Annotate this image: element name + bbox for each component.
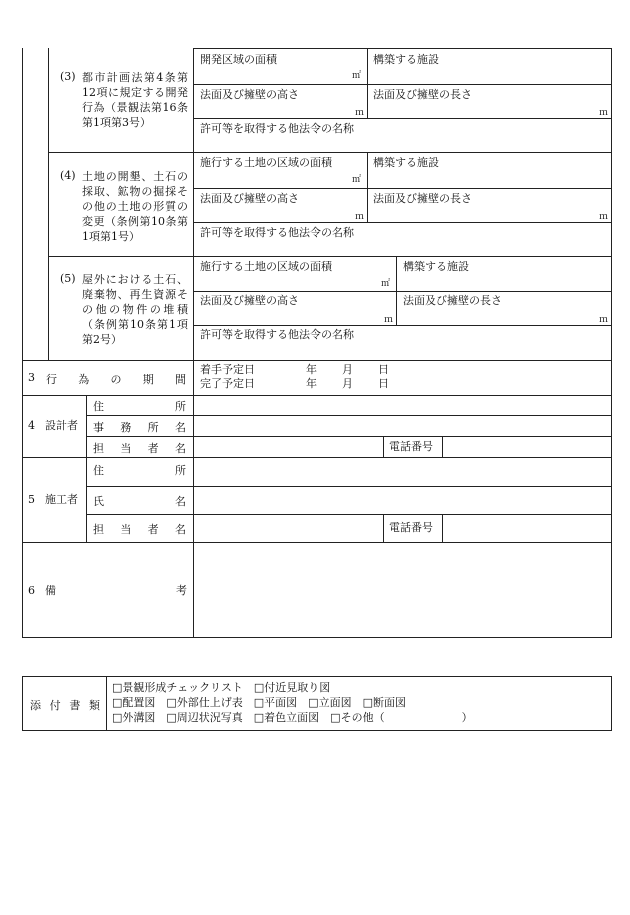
start-month: 月 xyxy=(342,363,353,376)
attachments-line-1: □景観形成チェックリスト □付近見取り図 xyxy=(112,681,331,694)
item-4-length-unit: ｍ xyxy=(599,212,609,222)
section-5-number: 5 xyxy=(28,493,35,506)
item-5-height-unit: ｍ xyxy=(384,315,394,325)
item-4-area-label: 施行する土地の区域の面積 xyxy=(200,156,332,169)
item-5-facility-label: 構築する施設 xyxy=(403,260,469,273)
end-date-label: 完了予定日 xyxy=(200,377,255,390)
item-5-area-unit: ㎡ xyxy=(381,279,391,289)
end-year: 年 xyxy=(306,377,317,390)
designer-address-label: 住 所 xyxy=(93,400,186,413)
item-3-area-label: 開発区域の面積 xyxy=(200,53,277,66)
section-3-number: 3 xyxy=(28,371,35,384)
designer-office-label: 事 務 所 名 xyxy=(93,421,186,434)
start-year: 年 xyxy=(306,363,317,376)
contractor-person-label: 担 当 者 名 xyxy=(93,523,186,536)
end-month: 月 xyxy=(342,377,353,390)
item-5-area-label: 施行する土地の区域の面積 xyxy=(200,260,332,273)
designer-phone-label: 電話番号 xyxy=(389,440,433,453)
item-4-number: (4) xyxy=(60,169,76,182)
item-3-number: (3) xyxy=(60,70,76,83)
item-3-length-label: 法面及び擁壁の長さ xyxy=(373,88,472,101)
item-3-height-unit: ｍ xyxy=(355,108,365,118)
contractor-phone-label: 電話番号 xyxy=(389,521,433,534)
end-day: 日 xyxy=(378,377,389,390)
section-4-label: 設計者 xyxy=(45,419,78,432)
item-4-text: 土地の開墾、土石の採取、鉱物の掘採その他の土地の形質の変更（条例第10条第1項第1号） xyxy=(82,170,188,243)
remarks-label-left: 備 xyxy=(45,584,56,597)
item-4-other-law-label: 許可等を取得する他法令の名称 xyxy=(200,226,354,239)
item-3-other-law-label: 許可等を取得する他法令の名称 xyxy=(200,122,354,135)
start-date-label: 着手予定日 xyxy=(200,363,255,376)
item-3-length-unit: ｍ xyxy=(599,108,609,118)
item-3-facility-label: 構築する施設 xyxy=(373,53,439,66)
item-4-height-unit: ｍ xyxy=(355,212,365,222)
item-3-text: 都市計画法第4条第12項に規定する開発行為（景観法第16条第1項第3号） xyxy=(82,71,188,129)
start-day: 日 xyxy=(378,363,389,376)
item-4-facility-label: 構築する施設 xyxy=(373,156,439,169)
section-3-label: 行 為 の 期 間 xyxy=(46,373,186,386)
item-3-height-label: 法面及び擁壁の高さ xyxy=(200,88,299,101)
attachments-line-2: □配置図 □外部仕上げ表 □平面図 □立面図 □断面図 xyxy=(112,696,406,709)
item-5-height-label: 法面及び擁壁の高さ xyxy=(200,294,299,307)
attachments-label: 添 付 書 類 xyxy=(30,699,100,712)
item-5-other-law-label: 許可等を取得する他法令の名称 xyxy=(200,328,354,341)
designer-person-label: 担 当 者 名 xyxy=(93,442,186,455)
item-4-height-label: 法面及び擁壁の高さ xyxy=(200,192,299,205)
item-5-length-unit: ｍ xyxy=(599,315,609,325)
remarks-label-right: 考 xyxy=(176,584,187,597)
item-5-number: (5) xyxy=(60,272,76,285)
section-5-label: 施工者 xyxy=(45,493,78,506)
item-4-area-unit: ㎡ xyxy=(352,175,362,185)
item-5-length-label: 法面及び擁壁の長さ xyxy=(403,294,502,307)
attachments-line-3: □外溝図 □周辺状況写真 □着色立面図 □その他（ ） xyxy=(112,711,473,724)
section-6-number: 6 xyxy=(28,584,35,597)
section-4-number: 4 xyxy=(28,419,35,432)
item-3-area-unit: ㎡ xyxy=(352,71,362,81)
contractor-name-label: 氏 名 xyxy=(93,495,186,508)
item-5-text: 屋外における土石、廃棄物、再生資源その他の物件の堆積（条例第10条第1項第2号） xyxy=(82,273,188,346)
item-4-length-label: 法面及び擁壁の長さ xyxy=(373,192,472,205)
contractor-address-label: 住 所 xyxy=(93,464,186,477)
